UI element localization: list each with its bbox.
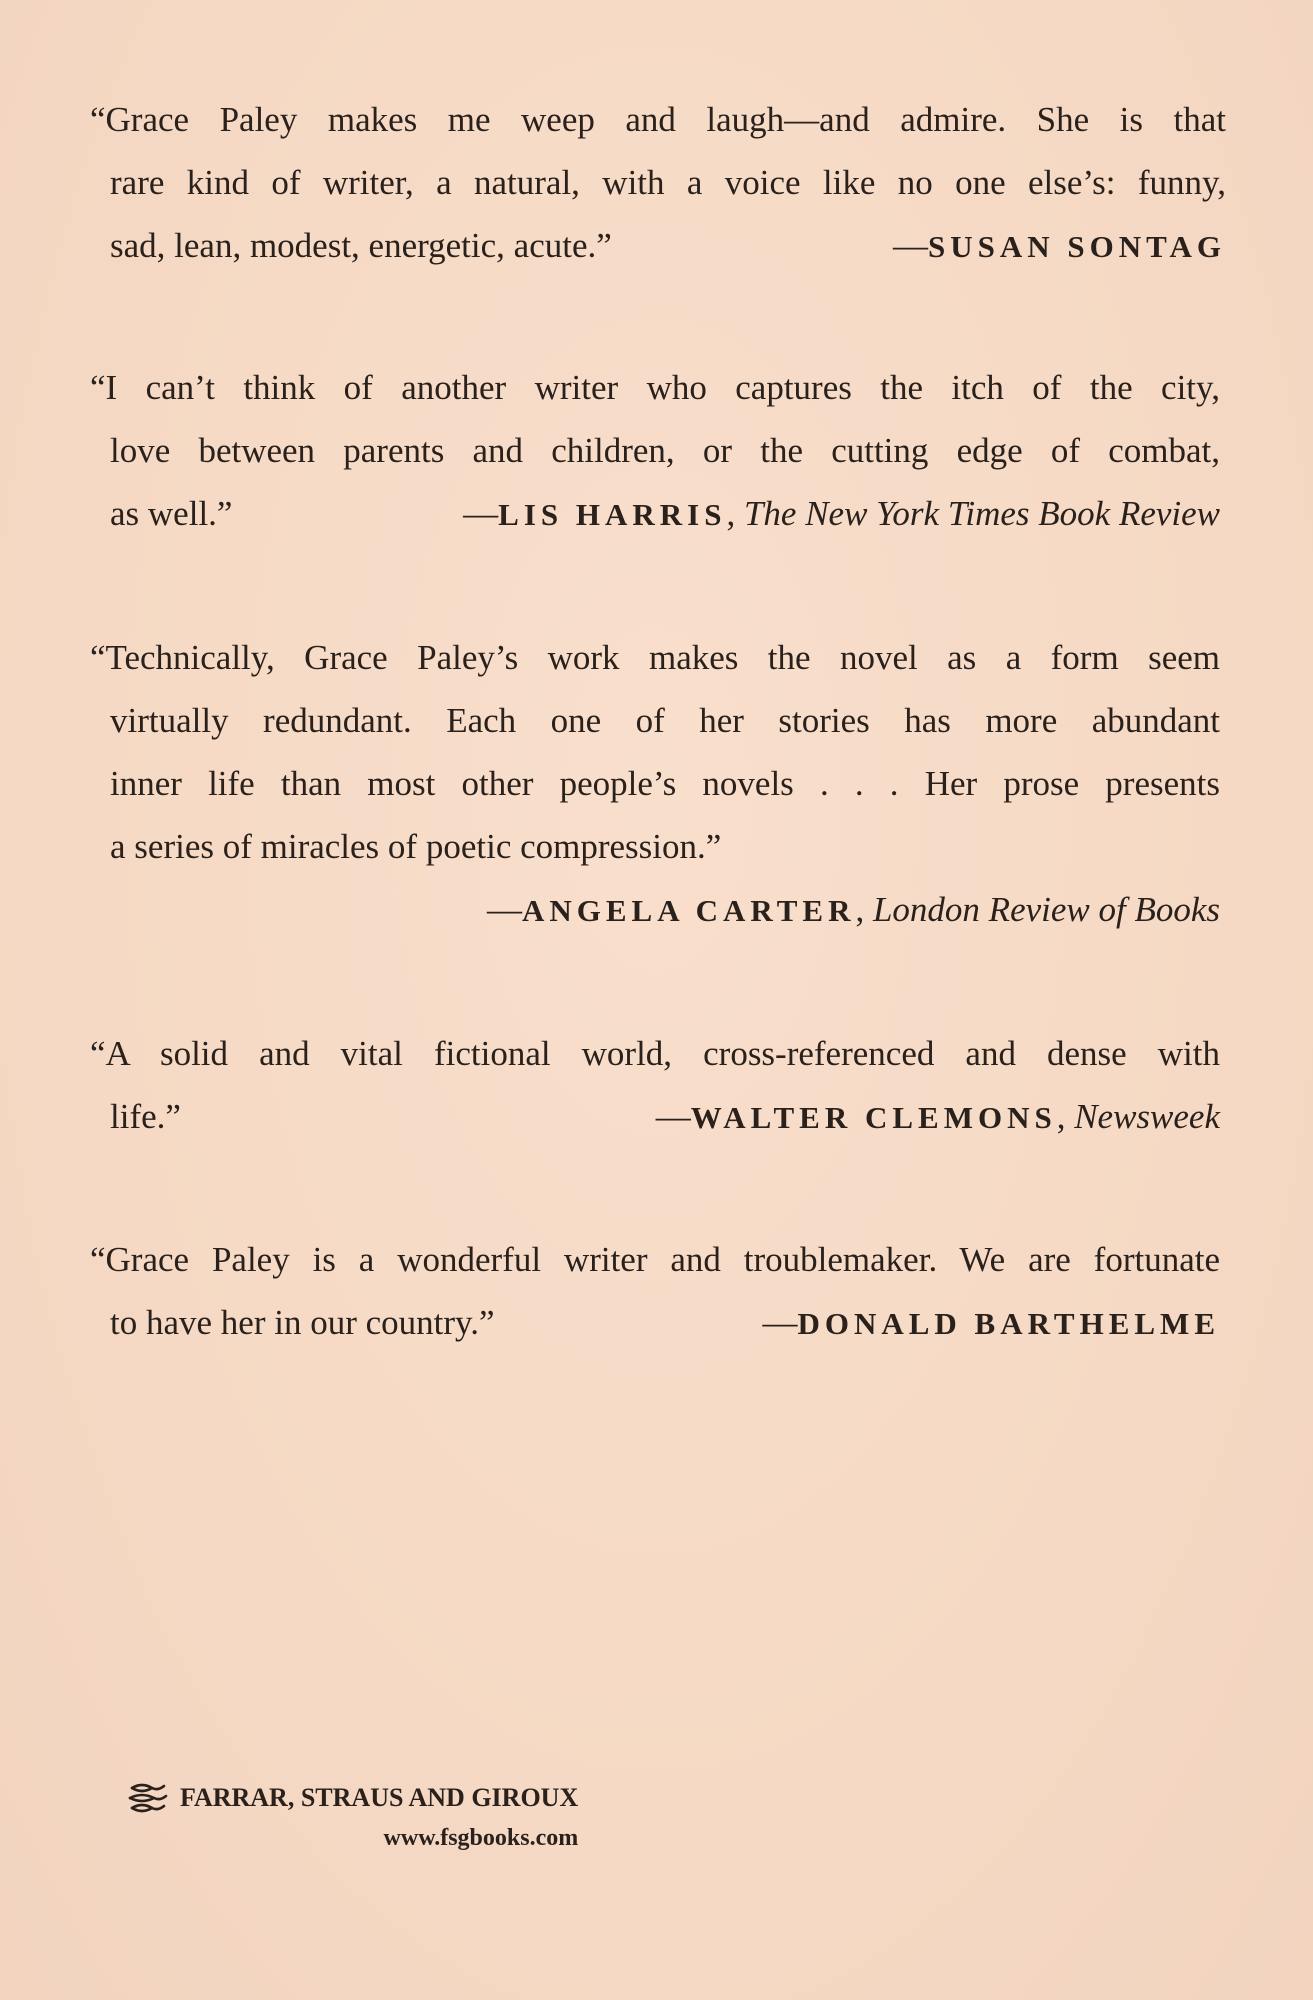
attribution-separator: , bbox=[726, 494, 736, 533]
attribution-dash: — bbox=[463, 494, 499, 533]
attribution bbox=[762, 1291, 1220, 1355]
attribution-dash: — bbox=[486, 890, 522, 929]
attribution-author: LIS HARRIS bbox=[498, 497, 727, 532]
fsg-fish-logo-icon bbox=[128, 1781, 168, 1815]
quote-line: love between parents and children, or the cutting edge of combat, bbox=[110, 431, 1220, 470]
quote-line: a series of miracles of poetic compression.” bbox=[110, 827, 722, 866]
attribution-source: Newsweek bbox=[1074, 1097, 1220, 1136]
publisher-name: FARRAR, STRAUS AND GIROUX bbox=[180, 1783, 579, 1812]
attribution-source: The New York Times Book Review bbox=[743, 494, 1220, 533]
attribution-author: WALTER CLEMONS bbox=[690, 1100, 1057, 1135]
blurb-harris bbox=[90, 356, 1220, 546]
quote-line: inner life than most other people’s novels . . . Her prose presents bbox=[110, 764, 1220, 803]
attribution-source: London Review of Books bbox=[872, 890, 1220, 929]
attribution bbox=[893, 214, 1226, 278]
attribution-separator: , bbox=[1056, 1097, 1066, 1136]
quote-line: as well.” bbox=[110, 494, 233, 533]
blurb-carter bbox=[90, 626, 1220, 942]
attribution-separator: , bbox=[855, 890, 865, 929]
attribution bbox=[90, 878, 1220, 942]
quote-line: “A solid and vital fictional world, cross-referenced and dense with bbox=[90, 1034, 1220, 1073]
attribution-author: DONALD BARTHELME bbox=[797, 1306, 1220, 1341]
publisher-imprint bbox=[128, 1778, 578, 1858]
quote-line: “Technically, Grace Paley’s work makes the novel as a form seem bbox=[90, 638, 1220, 677]
blurb-clemons bbox=[90, 1022, 1220, 1149]
attribution-author: ANGELA CARTER bbox=[521, 893, 856, 928]
quote-line: virtually redundant. Each one of her stories has more abundant bbox=[110, 701, 1220, 740]
attribution bbox=[463, 482, 1220, 546]
quote-line: “Grace Paley is a wonderful writer and troublemaker. We are fortunate bbox=[90, 1240, 1220, 1279]
attribution-author: SUSAN SONTAG bbox=[927, 229, 1226, 264]
quote-line: life.” bbox=[110, 1097, 181, 1136]
attribution bbox=[656, 1085, 1220, 1149]
publisher-row bbox=[128, 1778, 578, 1818]
blurb-barthelme bbox=[90, 1228, 1220, 1355]
quote-attribution-row bbox=[90, 1085, 1220, 1149]
attribution-dash: — bbox=[655, 1097, 691, 1136]
quote-line: sad, lean, modest, energetic, acute.” bbox=[110, 226, 612, 265]
blurb-sontag bbox=[90, 88, 1226, 278]
quote-attribution-row bbox=[90, 1291, 1220, 1355]
quote-attribution-row bbox=[90, 482, 1220, 546]
quote-line: “I can’t think of another writer who captures the itch of the city, bbox=[90, 368, 1220, 407]
attribution-dash: — bbox=[892, 226, 928, 265]
quote-line: “Grace Paley makes me weep and laugh—and admire. She is that bbox=[90, 100, 1226, 139]
publisher-url: www.fsgbooks.com bbox=[383, 1825, 579, 1851]
quote-line: to have her in our country.” bbox=[110, 1303, 495, 1342]
attribution-dash: — bbox=[762, 1303, 798, 1342]
quote-line: rare kind of writer, a natural, with a voice like no one else’s: funny, bbox=[110, 163, 1226, 202]
quote-attribution-row bbox=[90, 214, 1226, 278]
